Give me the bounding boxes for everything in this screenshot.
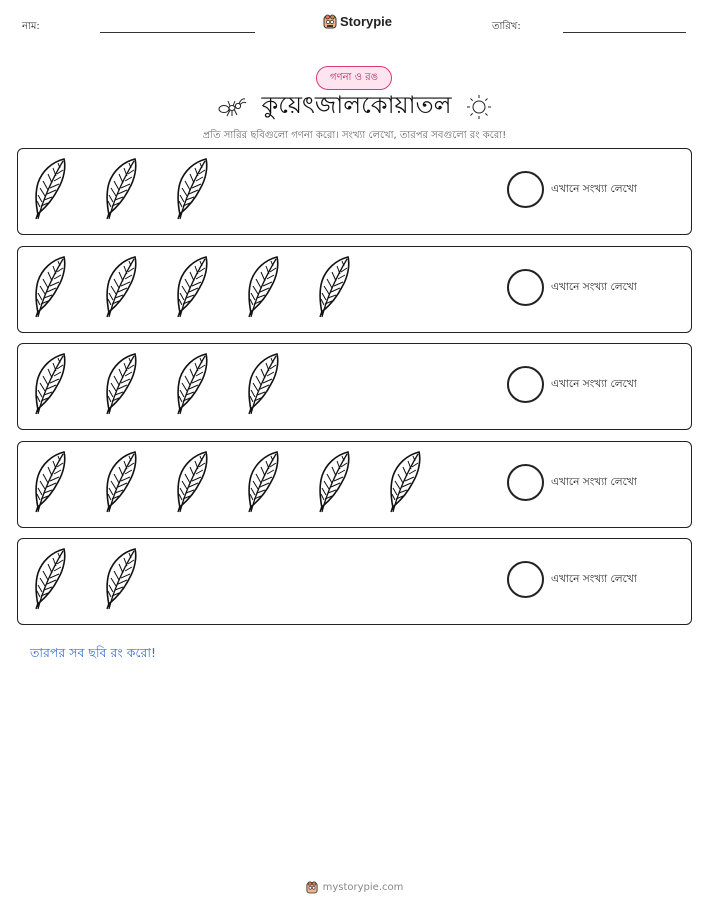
counting-row (17, 148, 692, 235)
counting-row (17, 343, 692, 430)
feather-icon (170, 157, 212, 221)
answer-label: এখানে সংখ্যা লেখো (551, 378, 637, 390)
answer-label: এখানে সংখ্যা লেখো (551, 573, 637, 585)
brand-logo (323, 13, 392, 29)
answer-circle[interactable] (507, 561, 544, 598)
sun-icon (466, 94, 492, 120)
feather-icon (241, 255, 283, 319)
feather-icon (99, 157, 141, 221)
brand-name: Storypie (340, 13, 393, 29)
feather-icon (99, 255, 141, 319)
category-badge: গণনা ও রঙ (316, 66, 392, 90)
answer-circle[interactable] (507, 366, 544, 403)
feather-icon (28, 450, 70, 514)
answer-label: এখানে সংখ্যা লেখো (551, 183, 637, 195)
counting-row (17, 441, 692, 528)
footer-instruction: তারপর সব ছবি রং করো! (30, 645, 156, 660)
feather-icon (383, 450, 425, 514)
worksheet-header (0, 0, 709, 40)
counting-row (17, 246, 692, 333)
answer-circle[interactable] (507, 171, 544, 208)
feather-icon (241, 450, 283, 514)
feather-icon (99, 450, 141, 514)
feather-icon (28, 547, 70, 611)
feather-icon (170, 352, 212, 416)
feather-icon (170, 450, 212, 514)
answer-circle[interactable] (507, 464, 544, 501)
answer-circle[interactable] (507, 269, 544, 306)
storypie-logo-icon (323, 13, 337, 29)
ant-icon (217, 96, 247, 118)
storypie-logo-icon (306, 880, 318, 894)
feather-icon (28, 255, 70, 319)
site-footer (0, 880, 709, 894)
feather-icon (312, 450, 354, 514)
instruction-text: প্রতি সারির ছবিগুলো গণনা করো। সংখ্যা লেখো, তারপর সবগুলো রং করো! (202, 130, 507, 141)
feather-icon (99, 352, 141, 416)
feather-icon (99, 547, 141, 611)
feather-icon (241, 352, 283, 416)
feather-icon (312, 255, 354, 319)
answer-label: এখানে সংখ্যা লেখো (551, 475, 637, 488)
site-url: mystorypie.com (322, 881, 404, 893)
feather-icon (170, 255, 212, 319)
answer-label: এখানে সংখ্যা লেখো (551, 280, 637, 293)
date-line[interactable] (563, 32, 686, 33)
title-row (0, 90, 709, 124)
date-label: তারিখ: (492, 21, 521, 32)
name-line[interactable] (100, 32, 255, 33)
counting-row (17, 538, 692, 625)
name-label: নাম: (22, 21, 40, 32)
page-title: কুয়েৎজালকোয়াতল (261, 91, 452, 119)
feather-icon (28, 352, 70, 416)
feather-icon (28, 157, 70, 221)
